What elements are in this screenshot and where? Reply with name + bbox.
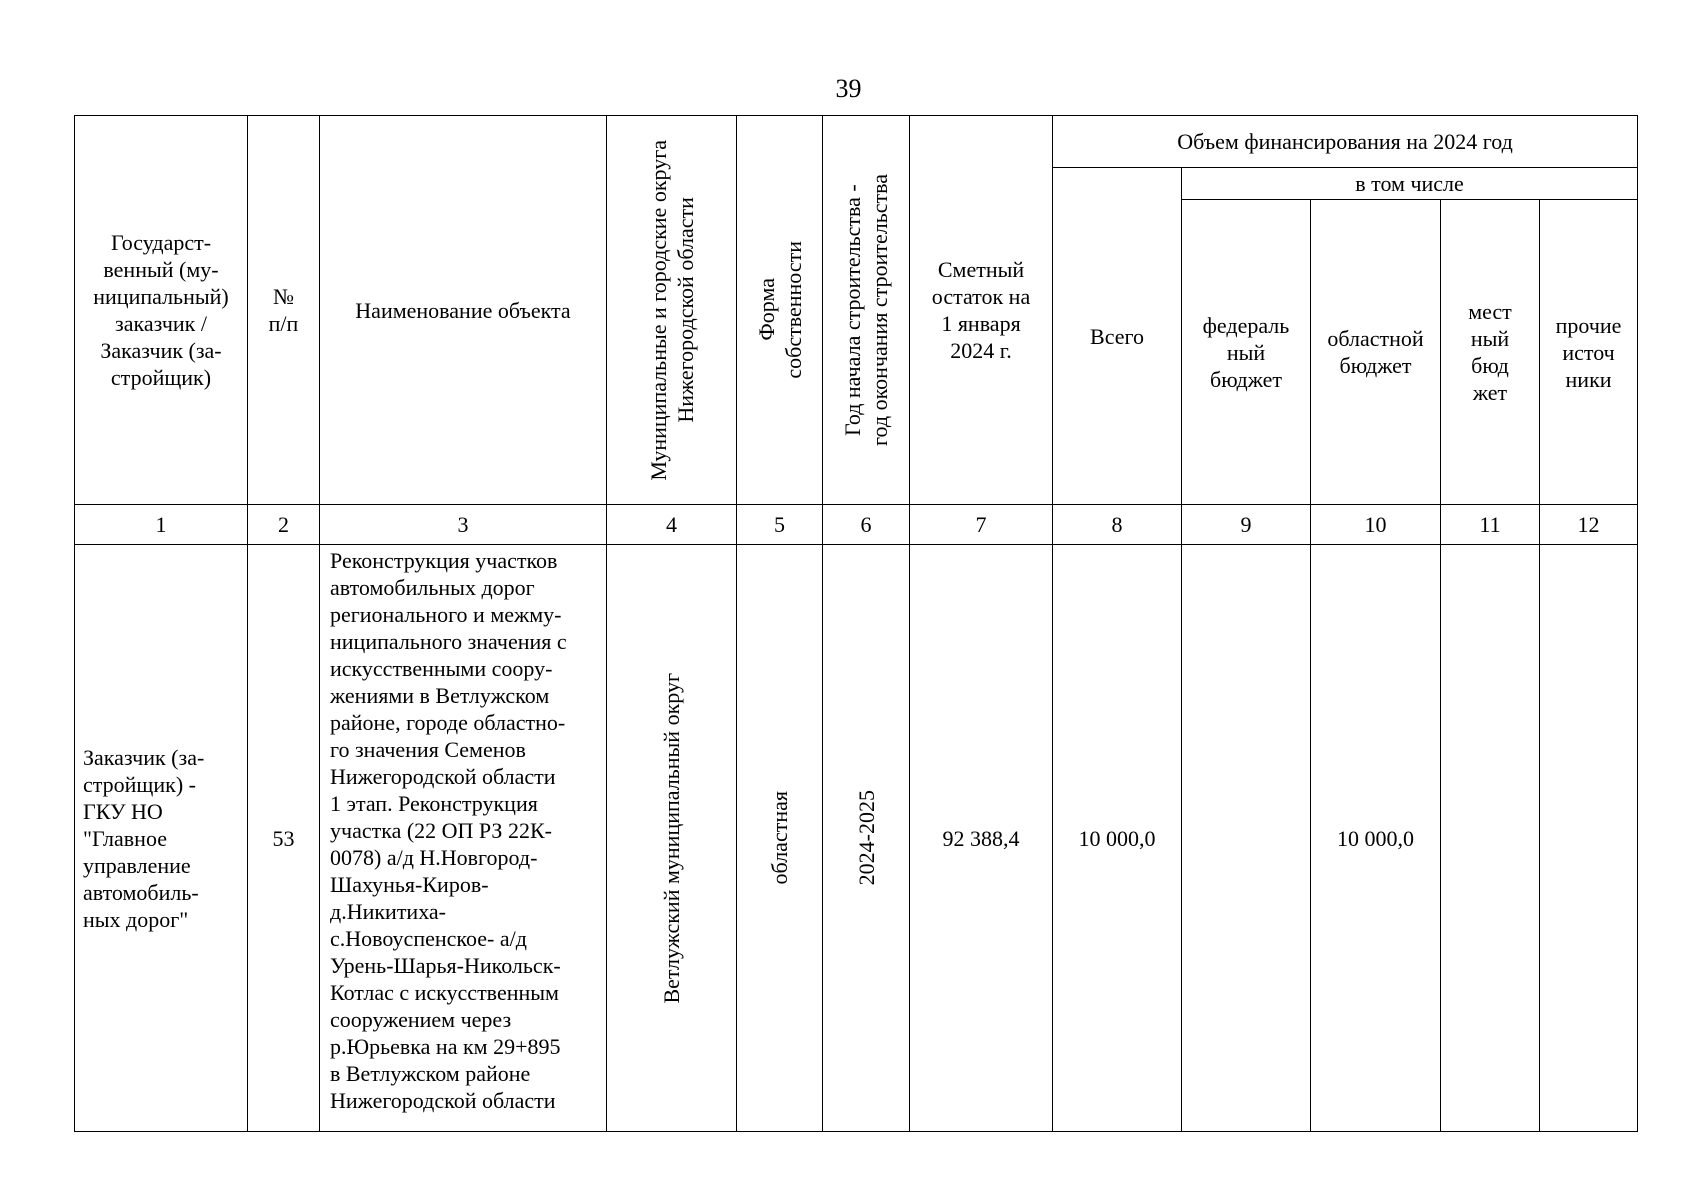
cell-object-name-text: Реконструкция участков автомобильных дорог регионального и межму- ниципального значения с искусственными соору- жениями в Ветлужском районе, городе областно- го значения Семенов Нижегородской области 1 этап. Реконструкция участка (22 ОП РЗ 22К- 0078) а/д Н.Новгород- Шахунья-Киров- д.Никитиха- с.Новоуспенское- а/д Урень-Шарья-Никольск- Котлас с искусственным сооружением через р.Юрьевка на км 29+895 в Ветлужском районе Нижегородской области — [330, 548, 567, 1113]
header-customer-text: Государст- венный (му- ниципальный) заказчик / Заказчик (за- стройщик) — [93, 230, 229, 390]
column-number: 10 — [1311, 505, 1441, 545]
header-row-top — [75, 116, 1638, 168]
header-object-name — [320, 116, 607, 505]
header-including — [1182, 168, 1638, 200]
header-years — [823, 116, 910, 505]
header-including-text: в том числе — [1355, 171, 1464, 196]
cell-customer-text: Заказчик (за- стройщик) - ГКУ НО "Главное управление автомобиль- ных дорог" — [83, 744, 205, 932]
header-district-text: Муниципальные и городские округа Нижегородской области — [645, 139, 698, 481]
cell-local — [1441, 545, 1540, 1132]
column-number: 3 — [320, 505, 607, 545]
table-row — [75, 545, 1638, 1132]
header-funding-group — [1053, 116, 1638, 168]
cell-customer — [75, 545, 248, 1132]
column-number: 11 — [1441, 505, 1540, 545]
header-customer — [75, 116, 248, 505]
page-number: 39 — [835, 74, 862, 103]
column-number: 7 — [910, 505, 1053, 545]
cell-ownership — [737, 545, 823, 1132]
header-other-text: прочие источ ники — [1555, 312, 1622, 392]
investment-table — [74, 115, 1638, 1132]
column-number: 5 — [737, 505, 823, 545]
cell-district — [607, 545, 737, 1132]
header-estimate-balance — [910, 116, 1053, 505]
cell-object-name — [320, 545, 607, 1132]
column-number: 8 — [1053, 505, 1182, 545]
header-object-name-text: Наименование объекта — [355, 297, 571, 323]
cell-total: 10 000,0 — [1053, 545, 1182, 1132]
header-ownership — [737, 116, 823, 505]
header-federal — [1182, 200, 1311, 505]
column-number: 1 — [75, 505, 248, 545]
cell-number: 53 — [248, 545, 320, 1132]
header-estimate-balance-text: Сметный остаток на 1 января 2024 г. — [931, 257, 1031, 363]
column-numbers-row — [75, 505, 1638, 545]
cell-estimate-balance: 92 388,4 — [910, 545, 1053, 1132]
column-number: 2 — [248, 505, 320, 545]
cell-federal — [1182, 545, 1311, 1132]
header-regional — [1311, 200, 1441, 505]
header-district — [607, 116, 737, 505]
header-local-text: мест ный бюд жет — [1468, 299, 1512, 405]
header-regional-text: областной бюджет — [1327, 326, 1424, 378]
header-total — [1053, 168, 1182, 505]
header-number-text: № п/п — [268, 284, 299, 336]
cell-district-text: Ветлужский муниципальный округ — [659, 672, 684, 1004]
header-federal-text: федераль ный бюджет — [1202, 312, 1290, 392]
column-number: 12 — [1540, 505, 1638, 545]
column-number: 6 — [823, 505, 910, 545]
header-years-text: Год начала строительства - год окончания строительства — [840, 174, 892, 446]
cell-years-text: 2024-2025 — [853, 790, 879, 886]
header-number — [248, 116, 320, 505]
column-number: 9 — [1182, 505, 1311, 545]
header-funding-group-text: Объем финансирования на 2024 год — [1177, 129, 1513, 154]
cell-ownership-text: областная — [767, 791, 792, 885]
header-local — [1441, 200, 1540, 505]
cell-years — [823, 545, 910, 1132]
column-number: 4 — [607, 505, 737, 545]
header-total-text: Всего — [1090, 323, 1144, 349]
header-ownership-text: Форма собственности — [753, 241, 806, 379]
header-other — [1540, 200, 1638, 505]
cell-other — [1540, 545, 1638, 1132]
cell-regional: 10 000,0 — [1311, 545, 1441, 1132]
